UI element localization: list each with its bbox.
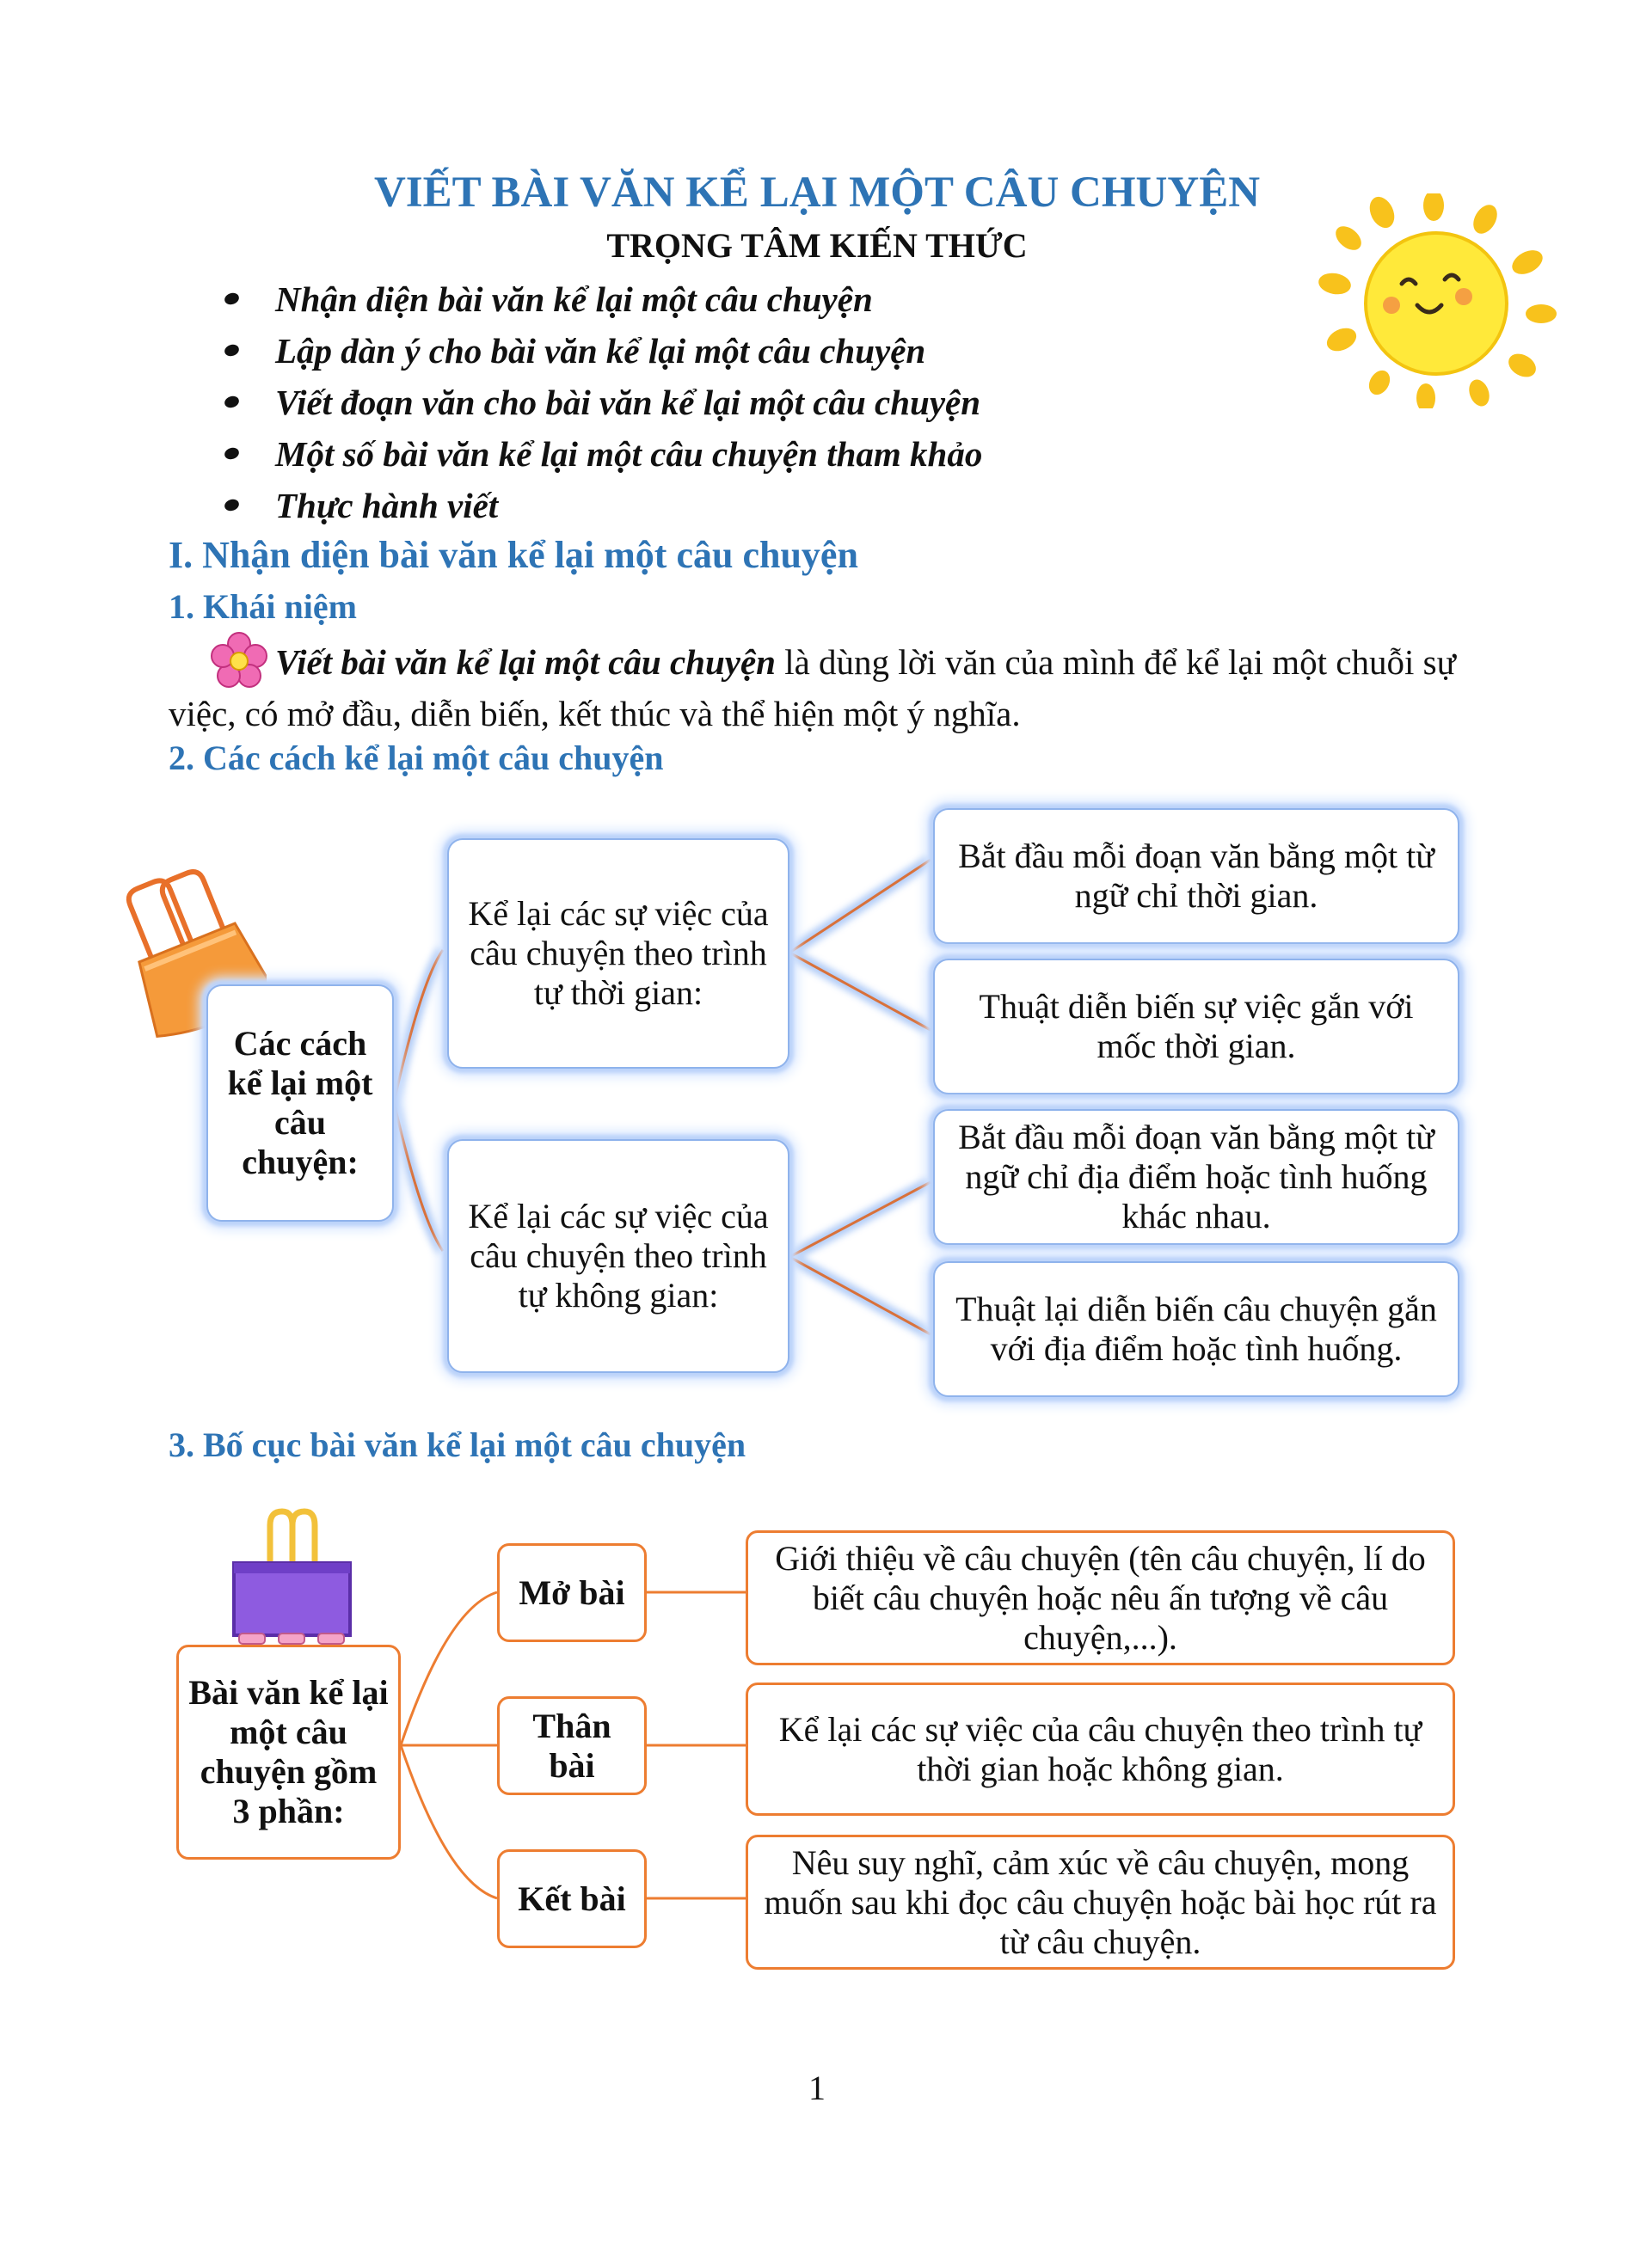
part-label-mo-bai: Mở bài: [497, 1543, 647, 1642]
ways-leaf-space-1: Bắt đầu mỗi đoạn văn bằng một từ ngữ chỉ địa điểm hoặc tình huống khác nhau.: [933, 1109, 1459, 1245]
subsection-heading-concept: 1. Khái niệm: [169, 587, 357, 626]
definition-term: Viết bài văn kể lại một câu chuyện: [275, 642, 776, 682]
ways-leaf-time-2: Thuật diễn biến sự việc gắn với mốc thời gian.: [933, 959, 1459, 1094]
ways-branch-space-box: Kể lại các sự việc của câu chuyện theo trình tự không gian:: [447, 1139, 789, 1373]
topic-text: Nhận diện bài văn kể lại một câu chuyện: [275, 279, 873, 319]
section-heading: I. Nhận diện bài văn kể lại một câu chuyện: [169, 534, 858, 576]
page-title: VIẾT BÀI VĂN KỂ LẠI MỘT CÂU CHUYỆN: [373, 169, 1261, 217]
part-desc-than-bai: Kể lại các sự việc của câu chuyện theo trình tự thời gian hoặc không gian.: [746, 1683, 1455, 1816]
part-label-ket-bai: Kết bài: [497, 1849, 647, 1948]
topic-text: Lập dàn ý cho bài văn kể lại một câu chuyện: [275, 331, 926, 371]
part-desc-mo-bai: Giới thiệu về câu chuyện (tên câu chuyện, lí do biết câu chuyện hoặc nêu ấn tượng về câu chuyện,...).: [746, 1530, 1455, 1665]
page-number: 1: [808, 2069, 826, 2107]
structure-root-box: Bài văn kể lại một câu chuyện gồm 3 phần:: [176, 1645, 401, 1860]
ways-leaf-time-1: Bắt đầu mỗi đoạn văn bằng một từ ngữ chỉ thời gian.: [933, 808, 1459, 944]
page-subtitle: TRỌNG TÂM KIẾN THỨC: [606, 226, 1028, 265]
subsection-heading-structure: 3. Bố cục bài văn kể lại một câu chuyện: [169, 1425, 746, 1464]
ways-branch-time-box: Kể lại các sự việc của câu chuyện theo trình tự thời gian:: [447, 838, 789, 1069]
subsection-heading-ways: 2. Các cách kể lại một câu chuyện: [169, 739, 664, 777]
topic-text: Thực hành viết: [275, 486, 499, 525]
definition-text: là dùng lời văn của mình để kể lại một chuỗi sự việc, có mở đầu, diễn biến, kết thúc và thể hiện một ý nghĩa.: [169, 642, 1456, 733]
topic-text: Viết đoạn văn cho bài văn kể lại một câu chuyện: [275, 383, 981, 422]
topic-text: Một số bài văn kể lại một câu chuyện tham khảo: [275, 434, 983, 474]
part-label-than-bai: Thân bài: [497, 1696, 647, 1795]
ways-root-box: Các cách kể lại một câu chuyện:: [206, 984, 394, 1222]
ways-leaf-space-2: Thuật lại diễn biến câu chuyện gắn với địa điểm hoặc tình huống.: [933, 1261, 1459, 1397]
part-desc-ket-bai: Nêu suy nghĩ, cảm xúc về câu chuyện, mong muốn sau khi đọc câu chuyện hoặc bài học rút ra từ câu chuyện.: [746, 1835, 1455, 1970]
